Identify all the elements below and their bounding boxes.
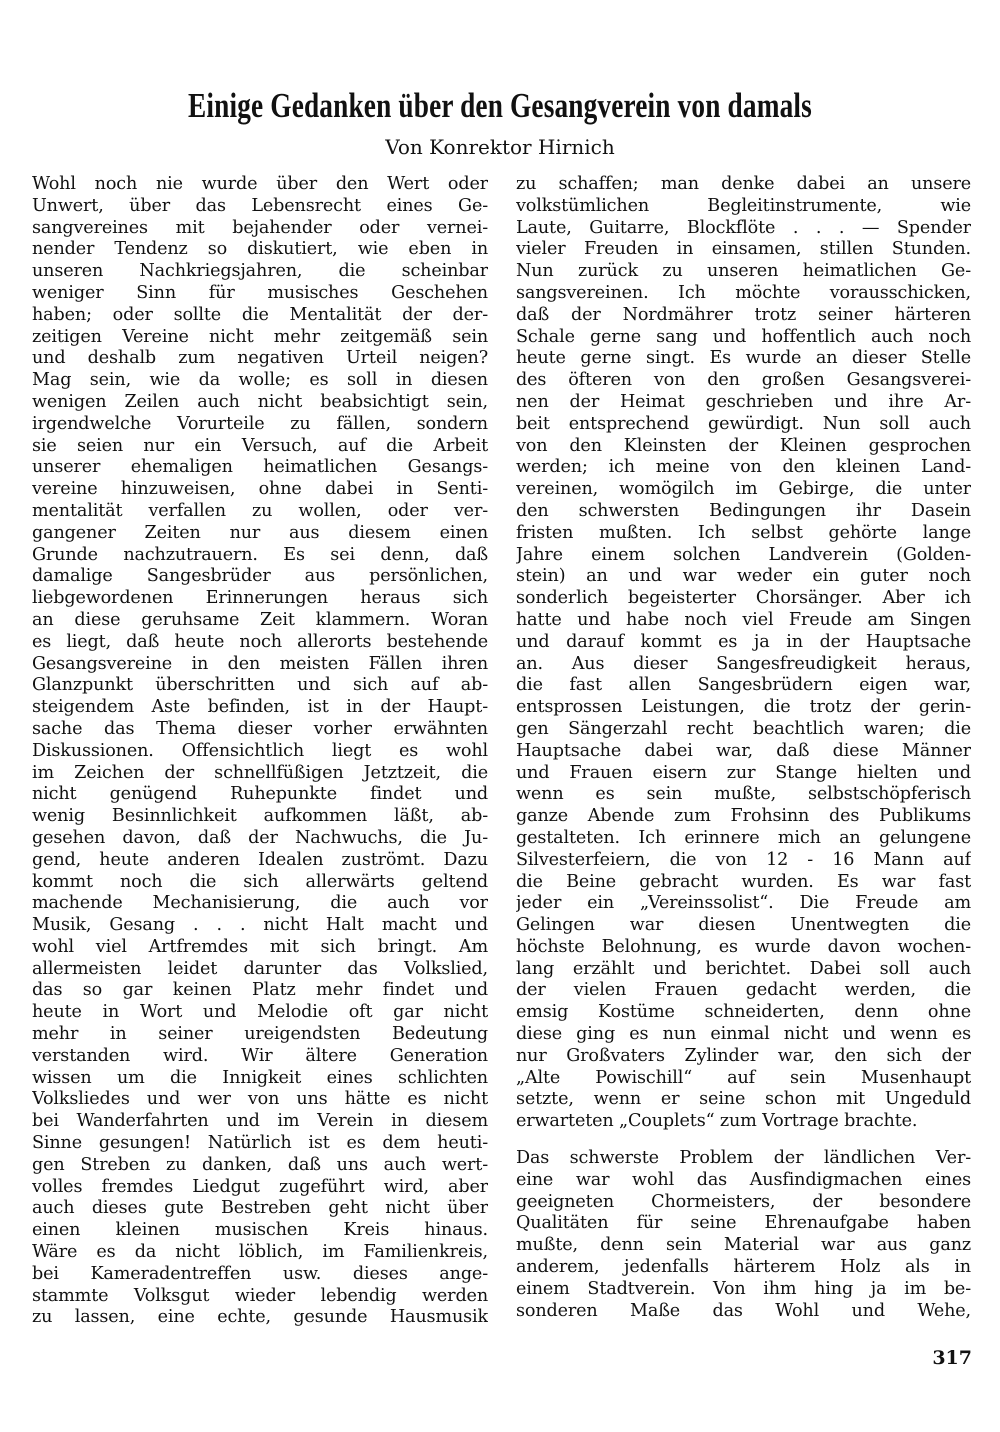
text-line: sie seien nur ein Versuch, auf die Arbeit [32, 435, 488, 456]
text-line: Musik, Gesang . . . nicht Halt macht und [32, 915, 488, 936]
text-line: diese ging es nun einmal nicht und wenn es [516, 1024, 971, 1045]
text-line: von den Kleinsten der Kleinen gesprochen [516, 435, 971, 456]
text-line: lang erzählt und berichtet. Dabei soll auch [516, 958, 971, 979]
text-line: „Alte Powischill“ auf sein Musenhaupt [516, 1067, 971, 1088]
text-line: wenigen Zeilen auch nicht beabsichtigt sein, [32, 391, 488, 412]
text-line: nur Großvaters Zylinder war, den sich der [516, 1045, 971, 1066]
text-line: wohl viel Artfremdes mit sich bringt. Am [32, 936, 488, 957]
text-line: Jahre einem solchen Landverein (Golden- [516, 544, 971, 565]
text-line: des öfteren von den großen Gesangsverei- [516, 370, 971, 391]
text-line: haben; oder sollte die Mentalität der der- [32, 304, 488, 325]
text-line: sangvereines mit bejahender oder vernei- [32, 217, 488, 238]
text-line: vereine hinzuweisen, ohne dabei in Senti- [32, 479, 488, 500]
text-line: sangsvereinen. Ich möchte vorausschicken, [516, 282, 971, 303]
text-line: verstanden wird. Wir ältere Generation [32, 1045, 488, 1066]
text-line: nicht genügend Ruhepunkte findet und [32, 784, 488, 805]
text-line: mentalität verfallen zu wollen, oder ver- [32, 500, 488, 521]
text-line: sonderlich begeisterter Chorsänger. Aber ich [516, 588, 971, 609]
text-line: und Frauen eisern zur Stange hielten und [516, 762, 971, 783]
text-line: höchste Belohnung, es wurde davon wochen- [516, 936, 971, 957]
text-line: Laute, Guitarre, Blockflöte . . . — Spender [516, 217, 971, 238]
text-line: jeder ein „Vereinssolist“. Die Freude am [516, 893, 971, 914]
text-line: nender Tendenz so diskutiert, wie eben in [32, 239, 488, 260]
text-line: beit entsprechend gewürdigt. Nun soll auch [516, 413, 971, 434]
text-line: wissen um die Innigkeit eines schlichten [32, 1067, 488, 1088]
text-line: und darauf kommt es ja in der Hauptsache [516, 631, 971, 652]
text-line: und deshalb zum negativen Urteil neigen? [32, 348, 488, 369]
text-line: ganze Abende zum Frohsinn des Publikums [516, 806, 971, 827]
text-line: Diskussionen. Offensichtlich liegt es wohl [32, 740, 488, 761]
text-line: Grunde nachzutrauern. Es sei denn, daß [32, 544, 488, 565]
text-line: sache das Thema dieser vorher erwähnten [32, 718, 488, 739]
text-line: an diese geruhsame Zeit klammern. Woran [32, 609, 488, 630]
text-line: werden; ich meine von den kleinen Land- [516, 457, 971, 478]
text-line: der vielen Frauen gedacht werden, die [516, 980, 971, 1001]
text-line: erwarteten „Couplets“ zum Vortrage brachte. [516, 1111, 918, 1132]
text-line: Qualitäten für seine Ehrenaufgabe haben [516, 1213, 971, 1234]
text-line: vereinen, womögilch im Gebirge, die unter [516, 479, 971, 500]
text-line: Schale gerne sang und hoffentlich auch noch [516, 326, 971, 347]
text-line: Gelingen war diesen Unentwegten die [516, 915, 971, 936]
text-line: auch dieses gute Bestreben geht nicht über [32, 1198, 488, 1219]
text-line: fristen mußten. Ich selbst gehörte lange [516, 522, 971, 543]
text-line: irgendwelche Vorurteile zu fällen, sondern [32, 413, 488, 434]
text-line: mehr in seiner ureigendsten Bedeutung [32, 1024, 488, 1045]
right-column [516, 174, 971, 1322]
text-line: bei Kameradentreffen usw. dieses ange- [32, 1263, 488, 1284]
text-line: es liegt, daß heute noch allerorts bestehende [32, 631, 488, 652]
text-line: volkstümlichen Begleitinstrumente, wie [516, 195, 971, 216]
text-line: wenig Besinnlichkeit aufkommen läßt, ab- [32, 806, 488, 827]
text-line: Unwert, über das Lebensrecht eines Ge- [32, 195, 488, 216]
page-number: 317 [932, 1347, 972, 1369]
text-line: unseren Nachkriegsjahren, die scheinbar [32, 261, 488, 282]
article-title: Einige Gedanken über den Gesangverein von damals [188, 86, 812, 125]
text-line: Wäre es da nicht löblich, im Familienkreis, [32, 1242, 488, 1263]
text-line: entsprossen Leistungen, die trotz der gerin- [516, 697, 971, 718]
text-line: steigendem Aste befinden, ist in der Haupt- [32, 697, 488, 718]
text-line: im Zeichen der schnellfüßigen Jetztzeit, die [32, 762, 488, 783]
text-line: unserer ehemaligen heimatlichen Gesangs- [32, 457, 488, 478]
text-line: daß der Nordmährer trotz seiner härteren [516, 304, 971, 325]
text-line: stein) an und war weder ein guter noch [516, 566, 971, 587]
text-line: an. Aus dieser Sangesfreudigkeit heraus, [516, 653, 971, 674]
text-line: Volksliedes und wer von uns hätte es nicht [32, 1089, 488, 1110]
article-byline: Von Konrektor Hirnich [385, 135, 615, 159]
text-line: heute in Wort und Melodie oft gar nicht [32, 1002, 488, 1023]
text-line: gen Sängerzahl recht beachtlich waren; die [516, 718, 971, 739]
text-line: emsig Kostüme schneiderten, denn ohne [516, 1002, 971, 1023]
text-line: einem Stadtverein. Von ihm hing ja im be- [516, 1278, 971, 1299]
left-column [32, 174, 488, 1329]
text-line: gangener Zeiten nur aus diesem einen [32, 522, 488, 543]
text-line: Silvesterfeiern, die von 12 - 16 Mann auf [516, 849, 971, 870]
text-line: einen kleinen musischen Kreis hinaus. [32, 1220, 488, 1241]
text-line: mußte, denn sein Material war aus ganz [516, 1235, 971, 1256]
text-line: das so gar keinen Platz mehr findet und [32, 980, 488, 1001]
text-line: sonderen Maße das Wohl und Wehe, [516, 1300, 971, 1321]
text-line: Das schwerste Problem der ländlichen Ver- [516, 1148, 971, 1169]
text-line: zu schaffen; man denke dabei an unsere [516, 174, 971, 194]
text-line: zeitigen Vereine nicht mehr zeitgemäß sein [32, 326, 488, 347]
text-line: machende Mechanisierung, die auch vor [32, 893, 488, 914]
text-line: Mag sein, wie da wolle; es soll in diesen [32, 370, 488, 391]
text-line: zu lassen, eine echte, gesunde Hausmusik [32, 1307, 488, 1328]
text-line: kommt noch die sich allerwärts geltend [32, 871, 488, 892]
text-line: die fast allen Sangesbrüdern eigen war, [516, 675, 971, 696]
text-line: Wohl noch nie wurde über den Wert oder [32, 174, 488, 194]
text-line: liebgewordenen Erinnerungen heraus sich [32, 588, 488, 609]
text-line: geeigneten Chormeisters, der besondere [516, 1191, 971, 1212]
text-line: hatte und habe noch viel Freude am Singen [516, 609, 971, 630]
text-line: den schwersten Bedingungen ihr Dasein [516, 500, 971, 521]
text-line: allermeisten leidet darunter das Volkslied, [32, 958, 488, 979]
text-line: wenn es sein mußte, selbstschöpferisch [516, 784, 971, 805]
text-line: die Beine gebracht wurden. Es war fast [516, 871, 971, 892]
text-line: stammte Volksgut wieder lebendig werden [32, 1285, 488, 1306]
text-line: bei Wanderfahrten und im Verein in diesem [32, 1111, 488, 1132]
text-line: nen der Heimat geschrieben und ihre Ar- [516, 391, 971, 412]
text-line: anderem, jedenfalls härterem Holz als in [516, 1257, 971, 1278]
text-line: volles fremdes Liedgut zugeführt wird, aber [32, 1176, 488, 1197]
text-line: heute gerne singt. Es wurde an dieser Stelle [516, 348, 971, 369]
text-line: setzte, wenn er seine schon mit Ungeduld [516, 1089, 971, 1110]
text-line: Hauptsache dabei war, daß diese Männer [516, 740, 971, 761]
text-line: Gesangsvereine in den meisten Fällen ihren [32, 653, 488, 674]
text-line: weniger Sinn für musisches Geschehen [32, 282, 488, 303]
text-line: damalige Sangesbrüder aus persönlichen, [32, 566, 488, 587]
text-line: Nun zurück zu unseren heimatlichen Ge- [516, 261, 971, 282]
paragraph-gap [516, 1133, 971, 1148]
text-line: gestalteten. Ich erinnere mich an gelungene [516, 827, 971, 848]
text-line: Sinne gesungen! Natürlich ist es dem heuti- [32, 1133, 488, 1154]
text-line: eine war wohl das Ausfindigmachen eines [516, 1169, 971, 1190]
text-line: gend, heute anderen Idealen zuströmt. Dazu [32, 849, 488, 870]
text-line: vieler Freuden in einsamen, stillen Stunden. [516, 239, 971, 260]
text-line: Glanzpunkt überschritten und sich auf ab- [32, 675, 488, 696]
text-line: gen Streben zu danken, daß uns auch wert- [32, 1154, 488, 1175]
text-line: gesehen davon, daß der Nachwuchs, die Ju- [32, 827, 488, 848]
